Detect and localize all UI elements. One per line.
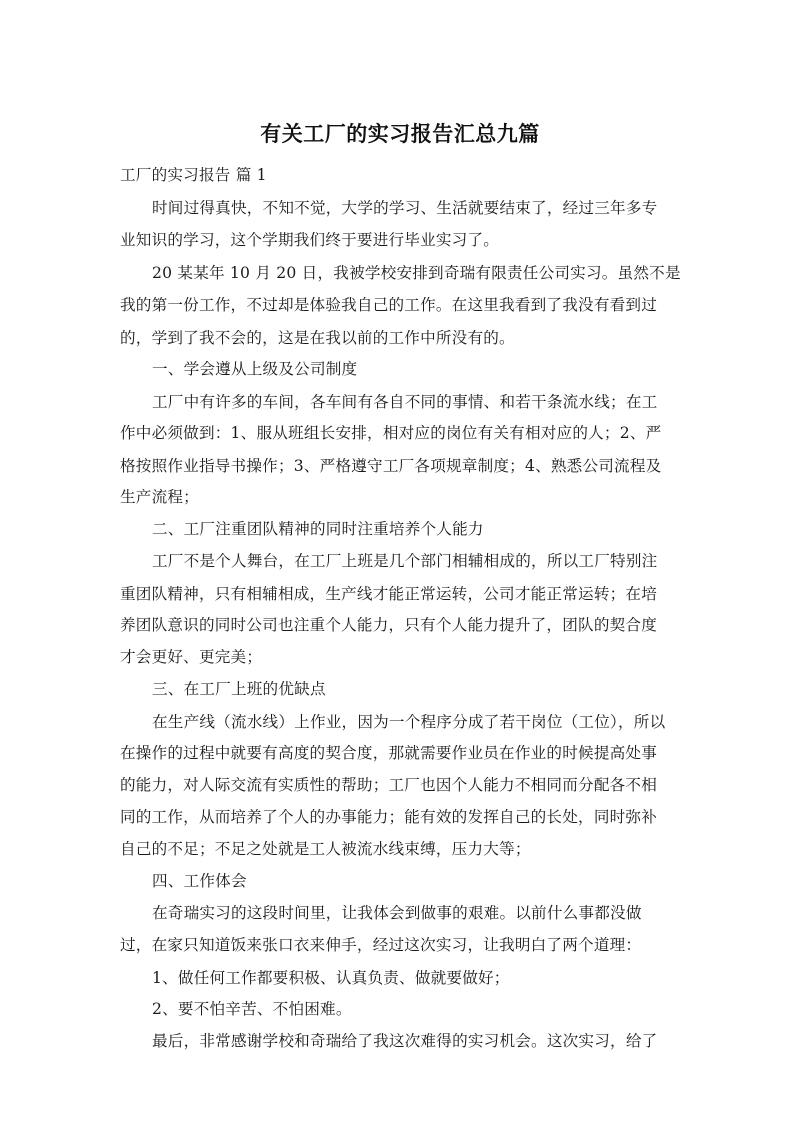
list-item: 1、做任何工作都要积极、认真负责、做就要做好； — [152, 969, 510, 987]
subheading-4: 四、工作体会 — [152, 872, 247, 890]
paragraph-line: 同的工作，从而培养了个人的办事能力；能有效的发挥自己的长处，同时弥补 — [120, 808, 657, 826]
paragraph-line: 才会更好、更完美； — [120, 648, 263, 666]
paragraph-line: 格按照作业指导书操作；3、严格遵守工厂各项规章制度；4、熟悉公司流程及 — [120, 457, 662, 475]
paragraph-line: 的，学到了我不会的，这是在我以前的工作中所没有的。 — [120, 329, 515, 347]
paragraph-line: 20 某某年 10 月 20 日，我被学校安排到奇瑞有限责任公司实习。虽然不是 — [152, 264, 681, 282]
paragraph-line: 工厂中有许多的车间，各车间有各自不同的事情、和若干条流水线；在工 — [152, 393, 658, 411]
paragraph-line: 业知识的学习，这个学期我们终于要进行毕业实习了。 — [120, 231, 500, 249]
paragraph-line: 工厂不是个人舞台，在工厂上班是几个部门相辅相成的，所以工厂特别注 — [152, 552, 658, 570]
paragraph-line: 重团队精神，只有相辅相成，生产线才能正常运转，公司才能正常运转；在培 — [120, 585, 657, 603]
section-heading-1: 工厂的实习报告 篇 1 — [120, 166, 267, 184]
subheading-3: 三、在工厂上班的优缺点 — [152, 680, 326, 698]
paragraph-line: 养团队意识的同时公司也注重个人能力，只有个人能力提升了，团队的契合度 — [120, 616, 657, 634]
paragraph-line: 过，在家只知道饭来张口衣来伸手，经过这次实习，让我明白了两个道理： — [120, 936, 642, 954]
paragraph-line: 我的第一份工作，不过却是体验我自己的工作。在这里我看到了我没有看到过 — [120, 296, 657, 314]
paragraph-line: 时间过得真快，不知不觉，大学的学习、生活就要结束了，经过三年多专 — [152, 199, 658, 217]
paragraph-line: 在操作的过程中就要有高度的契合度，那就需要作业员在作业的时候提高处事 — [120, 744, 657, 762]
document-title: 有关工厂的实习报告汇总九篇 — [260, 122, 540, 146]
subheading-1: 一、学会遵从上级及公司制度 — [152, 360, 358, 378]
paragraph-line: 在生产线（流水线）上作业，因为一个程序分成了若干岗位（工位），所以 — [152, 713, 666, 731]
list-item: 2、要不怕辛苦、不怕困难。 — [152, 1000, 352, 1018]
paragraph-line: 生产流程； — [120, 488, 199, 506]
subheading-2: 二、工厂注重团队精神的同时注重培养个人能力 — [152, 520, 484, 538]
paragraph-line: 最后，非常感谢学校和奇瑞给了我这次难得的实习机会。这次实习，给了 — [152, 1032, 658, 1050]
paragraph-line: 在奇瑞实习的这段时间里，让我体会到做事的艰难。以前什么事都没做 — [152, 904, 642, 922]
paragraph-line: 作中必须做到：1、服从班组长安排，相对应的岗位有关有相对应的人；2、严 — [120, 424, 662, 442]
paragraph-line: 的能力，对人际交流有实质性的帮助；工厂也因个人能力不相同而分配各不相 — [120, 776, 657, 794]
paragraph-line: 自己的不足；不足之处就是工人被流水线束缚，压力大等； — [120, 840, 531, 858]
